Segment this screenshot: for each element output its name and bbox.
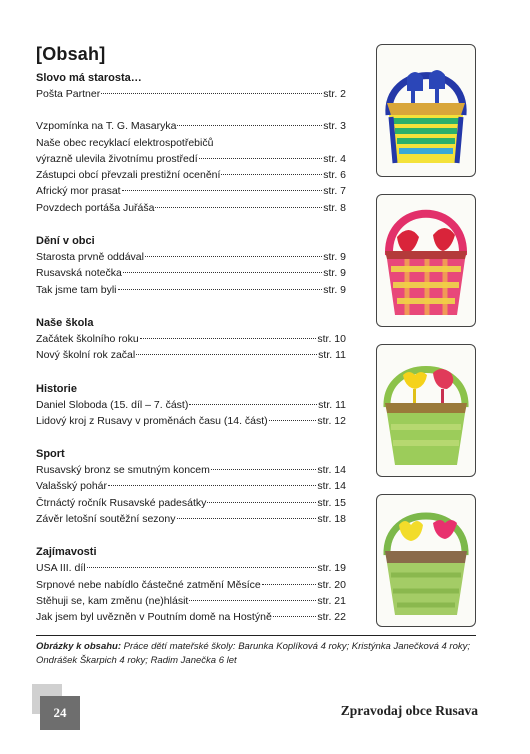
toc-section-nase-skola xyxy=(36,315,346,364)
toc-entry[interactable] xyxy=(36,413,346,429)
entry-page: str. 14 xyxy=(317,480,346,493)
drawing-basket-blue xyxy=(376,44,476,177)
entry-title: Rusavská notečka xyxy=(36,267,122,280)
dot-leader xyxy=(221,174,322,175)
entry-page: str. 11 xyxy=(318,398,346,411)
entry-title: Povzdech portáša Juřáša xyxy=(36,201,155,214)
dot-leader xyxy=(262,584,317,585)
entry-page: str. 9 xyxy=(323,251,346,264)
dot-leader xyxy=(123,272,322,273)
toc-entry[interactable] xyxy=(36,183,346,199)
caption-text: Práce dětí mateřské školy: Barunka Koplíková 4 roky; Kristýnka Janečková 4 roky; Ondrášek Škarpich 4 roky; Radim Janečka 6 let xyxy=(36,641,471,666)
entry-page: str. 21 xyxy=(317,594,346,607)
toc-section-zajimavosti xyxy=(36,544,346,625)
entry-title: Tak jsme tam byli xyxy=(36,283,117,296)
entry-page: str. 4 xyxy=(323,152,346,165)
entry-title: Srpnové nebe nabídlo částečné zatmění Měsíce xyxy=(36,578,261,591)
entry-page: str. 22 xyxy=(317,611,346,624)
toc-entry[interactable] xyxy=(36,560,346,576)
toc-entry[interactable] xyxy=(36,577,346,593)
entry-title: Rusavský bronz se smutným koncem xyxy=(36,464,210,477)
entry-title: Naše obec recyklací elektrospotřebičů xyxy=(36,136,214,149)
entry-page: str. 14 xyxy=(317,464,346,477)
toc-entry[interactable] xyxy=(36,265,346,281)
section-title: Sport xyxy=(36,448,65,461)
entry-gap xyxy=(36,102,346,118)
entry-title: Vzpomínka na T. G. Masaryka xyxy=(36,120,177,133)
toc-entry[interactable] xyxy=(36,593,346,609)
entry-title: Začátek školního roku xyxy=(36,332,139,345)
entry-page: str. 15 xyxy=(317,496,346,509)
entry-page: str. 2 xyxy=(323,88,346,100)
dot-leader xyxy=(189,600,316,601)
caption-rule xyxy=(36,635,476,636)
entry-page: str. 20 xyxy=(317,578,346,591)
table-of-contents xyxy=(36,68,346,643)
dot-leader xyxy=(189,404,317,405)
entry-title: Jak jsem byl uvězněn v Poutním domě na Hostýně xyxy=(36,611,272,624)
entry-page: str. 18 xyxy=(317,513,346,526)
entry-title: výrazně ulevila životnímu prostředí xyxy=(36,152,198,165)
dot-leader xyxy=(177,518,317,519)
dot-leader xyxy=(273,616,317,617)
toc-section-deni-v-obci xyxy=(36,233,346,298)
toc-entry[interactable] xyxy=(36,86,346,102)
toc-entry-line1[interactable] xyxy=(36,135,346,151)
publication-title: Zpravodaj obce Rusava xyxy=(340,703,478,718)
basket-drawing-2 xyxy=(377,195,475,326)
toc-section-slovo xyxy=(36,70,346,216)
section-title: Zajímavosti xyxy=(36,546,97,559)
drawings-column xyxy=(376,44,476,644)
entry-title: Pošta Partner xyxy=(36,88,101,100)
entry-title: Stěhuji se, kam změnu (ne)hlásit xyxy=(36,594,189,607)
toc-entry[interactable] xyxy=(36,609,346,625)
entry-title: Daniel Sloboda (15. díl – 7. část) xyxy=(36,398,189,411)
toc-entry[interactable] xyxy=(36,495,346,511)
basket-drawing-4 xyxy=(377,495,475,626)
dot-leader xyxy=(269,420,317,421)
dot-leader xyxy=(145,256,322,257)
section-title: Slovo má starosta… xyxy=(36,72,142,84)
basket-drawing-3 xyxy=(377,345,475,476)
toc-entry[interactable] xyxy=(36,397,346,413)
dot-leader xyxy=(211,469,316,470)
toc-entry-line2[interactable] xyxy=(36,151,346,167)
entry-page: str. 3 xyxy=(323,120,346,133)
dot-leader xyxy=(177,125,322,126)
dot-leader xyxy=(199,158,323,159)
dot-leader xyxy=(155,207,322,208)
toc-entry[interactable] xyxy=(36,200,346,216)
entry-page: str. 8 xyxy=(323,201,346,214)
dot-leader xyxy=(101,93,322,94)
dot-leader xyxy=(108,485,316,486)
entry-title: Valašský pohár xyxy=(36,480,108,493)
caption-label: Obrázky k obsahu: xyxy=(36,641,121,652)
toc-heading: [Obsah] xyxy=(36,44,106,64)
dot-leader xyxy=(140,338,317,339)
toc-entry[interactable] xyxy=(36,347,346,363)
entry-page: str. 10 xyxy=(317,332,346,345)
dot-leader xyxy=(122,190,323,191)
entry-page: str. 11 xyxy=(318,349,346,362)
toc-section-sport xyxy=(36,446,346,527)
entry-page: str. 12 xyxy=(317,414,346,427)
basket-drawing-1 xyxy=(377,45,475,176)
section-title: Dění v obci xyxy=(36,235,95,248)
dot-leader xyxy=(87,567,317,568)
entry-title: Starosta prvně oddával xyxy=(36,251,144,264)
entry-page: str. 7 xyxy=(323,185,346,198)
entry-page: str. 6 xyxy=(323,169,346,182)
entry-title: Čtrnáctý ročník Rusavské padesátky xyxy=(36,496,207,509)
entry-title: Závěr letošní soutěžní sezony xyxy=(36,513,176,526)
section-title: Historie xyxy=(36,382,77,395)
entry-page: str. 19 xyxy=(317,562,346,575)
drawing-basket-green xyxy=(376,344,476,477)
toc-entry[interactable] xyxy=(36,167,346,183)
toc-entry[interactable] xyxy=(36,118,346,134)
toc-entry[interactable] xyxy=(36,478,346,494)
entry-title: Nový školní rok začal xyxy=(36,349,136,362)
page-number: 24 xyxy=(40,696,80,730)
entry-title: Zástupci obcí převzali prestižní ocenění xyxy=(36,169,221,182)
entry-title: Africký mor prasat xyxy=(36,185,121,198)
entry-page: str. 9 xyxy=(323,267,346,280)
toc-section-historie xyxy=(36,381,346,430)
dot-leader xyxy=(136,354,317,355)
section-title: Naše škola xyxy=(36,316,94,329)
toc-entry[interactable] xyxy=(36,249,346,265)
toc-entry[interactable] xyxy=(36,462,346,478)
drawing-basket-red xyxy=(376,194,476,327)
image-caption xyxy=(36,640,478,668)
entry-title: Lidový kroj z Rusavy v proměnách času (14. část) xyxy=(36,414,268,427)
drawing-basket-olive xyxy=(376,494,476,627)
toc-entry[interactable] xyxy=(36,511,346,527)
dot-leader xyxy=(207,502,316,503)
entry-title: USA III. díl xyxy=(36,562,86,575)
dot-leader xyxy=(118,289,323,290)
toc-entry[interactable] xyxy=(36,282,346,298)
entry-page: str. 9 xyxy=(323,283,346,296)
toc-entry[interactable] xyxy=(36,331,346,347)
